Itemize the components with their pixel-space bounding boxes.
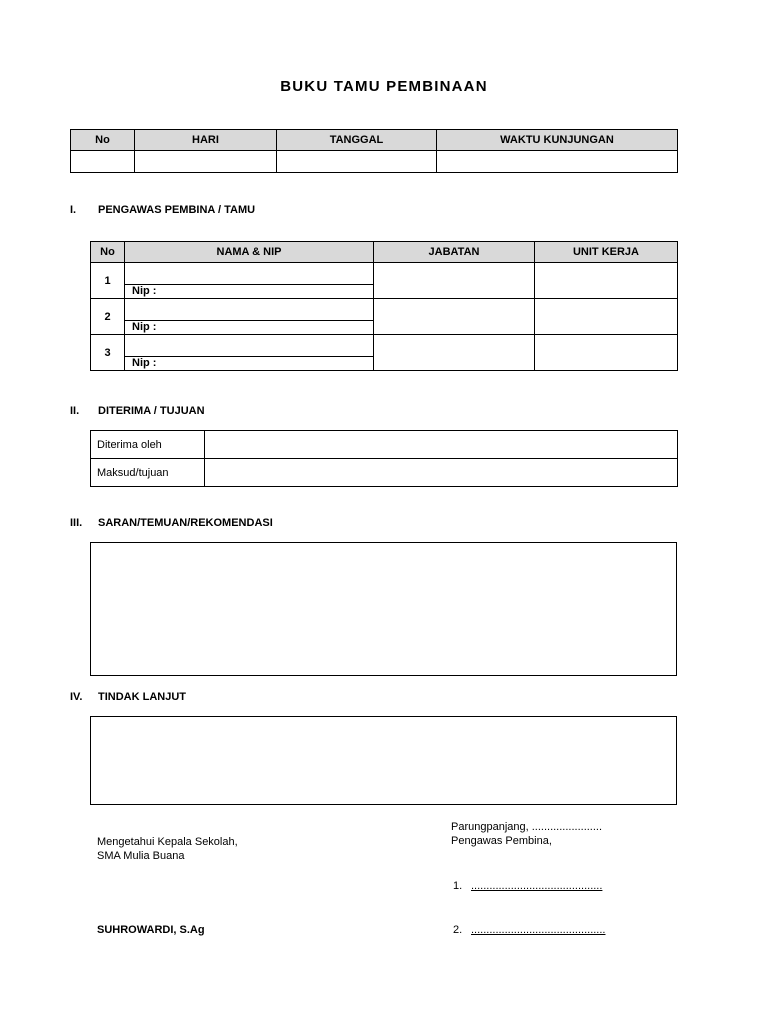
guest-jabatan-input[interactable] bbox=[374, 263, 535, 299]
principal-name: SUHROWARDI, S.Ag bbox=[97, 924, 205, 936]
cell-no-input[interactable] bbox=[71, 151, 135, 173]
section-3-number: III. bbox=[70, 517, 83, 529]
signature-1-number: 1. bbox=[453, 880, 463, 892]
guest-name-input[interactable] bbox=[125, 335, 374, 357]
guest-header-unit-kerja: UNIT KERJA bbox=[535, 242, 678, 263]
section-4-heading bbox=[70, 691, 186, 703]
cell-tanggal-input[interactable] bbox=[277, 151, 437, 173]
section-3-title: SARAN/TEMUAN/REKOMENDASI bbox=[98, 517, 273, 529]
purpose-label: Maksud/tujuan bbox=[91, 459, 205, 487]
follow-up-box[interactable] bbox=[90, 716, 677, 805]
school-name: SMA Mulia Buana bbox=[97, 850, 185, 862]
reception-table bbox=[90, 430, 678, 487]
guest-row-number: 2 bbox=[91, 299, 125, 335]
header-hari: HARI bbox=[135, 130, 277, 151]
place-date: Parungpanjang, ....................... bbox=[451, 821, 603, 833]
visit-table bbox=[70, 129, 678, 173]
guest-header-nama-nip: NAMA & NIP bbox=[125, 242, 374, 263]
guest-nip-label: Nip : bbox=[125, 285, 374, 299]
principal-title: Mengetahui Kepala Sekolah, bbox=[97, 836, 238, 848]
guest-table bbox=[90, 241, 678, 371]
guest-nip-label: Nip : bbox=[125, 321, 374, 335]
supervisor-role: Pengawas Pembina, bbox=[451, 835, 552, 847]
purpose-input[interactable] bbox=[205, 459, 678, 487]
guest-name-input[interactable] bbox=[125, 263, 374, 285]
guest-row-number: 3 bbox=[91, 335, 125, 371]
signature-2-number: 2. bbox=[453, 924, 463, 936]
section-2-number: II. bbox=[70, 405, 80, 417]
signature-1-blank[interactable]: ........................................... bbox=[471, 880, 603, 892]
section-1-heading bbox=[70, 204, 255, 216]
section-3-heading bbox=[70, 517, 273, 529]
cell-waktu-input[interactable] bbox=[437, 151, 678, 173]
guest-header-jabatan: JABATAN bbox=[374, 242, 535, 263]
recommendations-box[interactable] bbox=[90, 542, 677, 676]
signature-2-blank[interactable]: ............................................ bbox=[471, 924, 606, 936]
guest-name-input[interactable] bbox=[125, 299, 374, 321]
section-1-title: PENGAWAS PEMBINA / TAMU bbox=[98, 204, 256, 216]
received-by-input[interactable] bbox=[205, 431, 678, 459]
guest-unit-input[interactable] bbox=[535, 263, 678, 299]
header-no: No bbox=[71, 130, 135, 151]
signature-line-2 bbox=[453, 923, 605, 937]
guest-jabatan-input[interactable] bbox=[374, 335, 535, 371]
guest-unit-input[interactable] bbox=[535, 299, 678, 335]
section-2-heading bbox=[70, 405, 205, 417]
received-by-label: Diterima oleh bbox=[91, 431, 205, 459]
supervisor-block bbox=[451, 820, 602, 848]
section-4-title: TINDAK LANJUT bbox=[98, 691, 186, 703]
guest-header-no: No bbox=[91, 242, 125, 263]
section-4-number: IV. bbox=[70, 691, 83, 703]
page-title: BUKU TAMU PEMBINAAN bbox=[280, 78, 488, 95]
principal-acknowledgement bbox=[97, 835, 238, 863]
header-tanggal: TANGGAL bbox=[277, 130, 437, 151]
header-waktu-kunjungan: WAKTU KUNJUNGAN bbox=[437, 130, 678, 151]
guest-nip-label: Nip : bbox=[125, 357, 374, 371]
section-1-number: I. bbox=[70, 204, 77, 216]
section-2-title: DITERIMA / TUJUAN bbox=[98, 405, 205, 417]
guest-row-number: 1 bbox=[91, 263, 125, 299]
cell-hari-input[interactable] bbox=[135, 151, 277, 173]
signature-line-1 bbox=[453, 879, 602, 893]
guest-jabatan-input[interactable] bbox=[374, 299, 535, 335]
guest-unit-input[interactable] bbox=[535, 335, 678, 371]
